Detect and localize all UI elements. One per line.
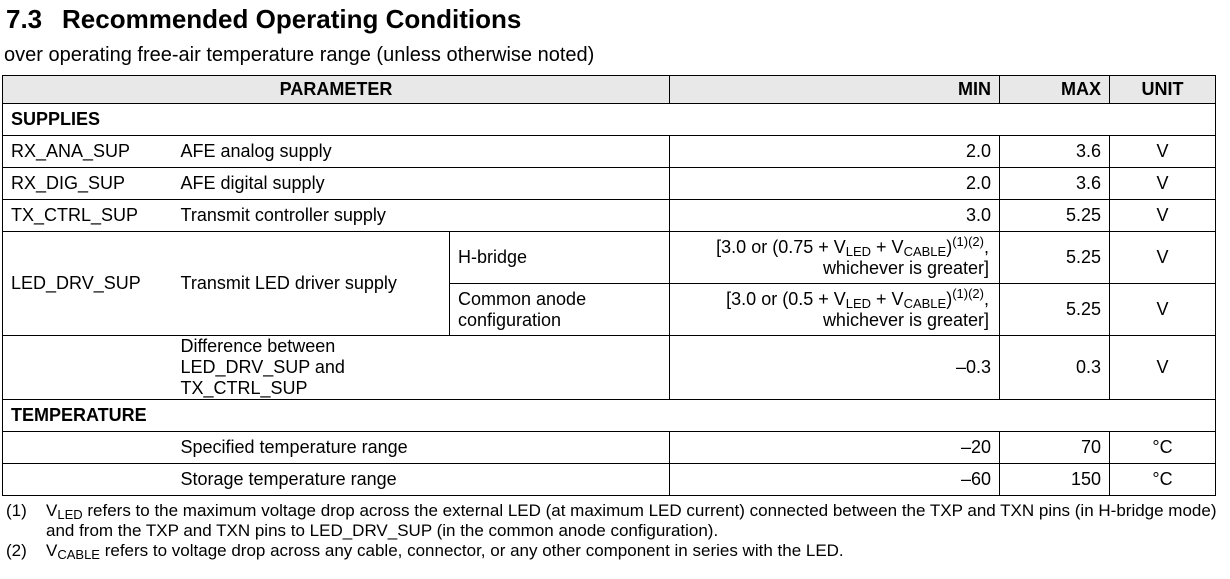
param-condition: H-bridge (450, 232, 670, 284)
min-value: –60 (670, 464, 1000, 496)
footnote-symbol: V (46, 501, 58, 520)
footnote-symbol: V (46, 541, 58, 560)
table-row (3, 200, 1216, 232)
recommended-operating-conditions-table (2, 75, 1216, 496)
min-expression-end: whichever is greater] (822, 309, 990, 330)
table-subtitle: over operating free-air temperature range (unless otherwise noted) (4, 44, 595, 66)
min-value: 2.0 (670, 136, 1000, 168)
header-min: MIN (670, 76, 1000, 104)
unit-value: °C (1110, 432, 1216, 464)
table-row (3, 136, 1216, 168)
footnote-number: (2) (6, 541, 27, 560)
max-value: 5.25 (1000, 200, 1110, 232)
comma-text: , (984, 236, 990, 257)
max-value: 3.6 (1000, 168, 1110, 200)
unit-value: V (1110, 336, 1216, 400)
unit-value: V (1110, 200, 1216, 232)
table-row (3, 232, 1216, 284)
subscript-led: LED (845, 295, 872, 311)
table-row (3, 336, 1216, 400)
section-row-supplies (3, 104, 1216, 136)
footnote-text (46, 501, 1221, 541)
subscript-cable: CABLE (903, 295, 947, 311)
max-value: 5.25 (1000, 284, 1110, 336)
param-description: AFE digital supply (173, 168, 670, 200)
section-heading (6, 4, 521, 35)
plus-text: + V (871, 236, 904, 257)
section-label-supplies: SUPPLIES (3, 104, 1216, 136)
footnote-body: refers to the maximum voltage drop across the external LED (at maximum LED current) connected between the TXP and TXN pins (in H-bridge mode) and from the TXP and TXN pins to LED_DRV_SUP (in the common anode configuration). (46, 501, 1217, 540)
footnote-text (46, 541, 1221, 561)
max-value: 5.25 (1000, 232, 1110, 284)
param-description: AFE analog supply (173, 136, 670, 168)
param-symbol (3, 336, 173, 400)
table-header-row (3, 76, 1216, 104)
subscript-cable: CABLE (903, 243, 947, 259)
footnote-number: (1) (6, 501, 27, 520)
min-value (670, 232, 1000, 284)
param-symbol: RX_ANA_SUP (3, 136, 173, 168)
unit-value: V (1110, 136, 1216, 168)
min-value: –0.3 (670, 336, 1000, 400)
param-condition: Common anode configuration (450, 284, 670, 336)
header-max: MAX (1000, 76, 1110, 104)
min-value: 2.0 (670, 168, 1000, 200)
min-value: 3.0 (670, 200, 1000, 232)
section-number: 7.3 (6, 4, 43, 34)
min-expression-end: whichever is greater] (822, 257, 990, 278)
min-expression-start: [3.0 or (0.5 + V (726, 288, 846, 309)
param-description: Specified temperature range (173, 432, 670, 464)
footnote-body: refers to voltage drop across any cable, connector, or any other component in series with the LED. (99, 541, 844, 560)
unit-value: °C (1110, 464, 1216, 496)
param-description: Transmit controller supply (173, 200, 670, 232)
footnotes (6, 501, 1221, 561)
header-parameter: PARAMETER (3, 76, 670, 104)
table-row (3, 168, 1216, 200)
param-description: Difference between LED_DRV_SUP and TX_CTRL_SUP (173, 336, 670, 400)
param-symbol (3, 464, 173, 496)
param-symbol: RX_DIG_SUP (3, 168, 173, 200)
table-row (3, 432, 1216, 464)
max-value: 0.3 (1000, 336, 1110, 400)
param-symbol (3, 432, 173, 464)
footnote-subscript: CABLE (57, 547, 100, 562)
param-symbol: TX_CTRL_SUP (3, 200, 173, 232)
plus-text: + V (871, 288, 904, 309)
table-row (3, 464, 1216, 496)
min-value: –20 (670, 432, 1000, 464)
min-expression-start: [3.0 or (0.75 + V (716, 236, 846, 257)
footnote-1 (6, 501, 1221, 541)
section-title: Recommended Operating Conditions (62, 4, 522, 34)
comma-text: , (984, 288, 990, 309)
unit-value: V (1110, 284, 1216, 336)
close-paren: ) (946, 236, 953, 257)
close-paren: ) (946, 288, 953, 309)
footnote-refs: (1)(2) (952, 233, 984, 249)
unit-value: V (1110, 232, 1216, 284)
header-unit: UNIT (1110, 76, 1216, 104)
param-description: Transmit LED driver supply (173, 232, 450, 336)
min-value (670, 284, 1000, 336)
max-value: 3.6 (1000, 136, 1110, 168)
section-label-temperature: TEMPERATURE (3, 400, 1216, 432)
unit-value: V (1110, 168, 1216, 200)
param-description: Storage temperature range (173, 464, 670, 496)
max-value: 70 (1000, 432, 1110, 464)
param-symbol: LED_DRV_SUP (3, 232, 173, 336)
footnote-refs: (1)(2) (952, 285, 984, 301)
footnote-subscript: LED (57, 507, 83, 522)
footnote-2 (6, 541, 1221, 561)
max-value: 150 (1000, 464, 1110, 496)
section-row-temperature (3, 400, 1216, 432)
subscript-led: LED (845, 243, 872, 259)
